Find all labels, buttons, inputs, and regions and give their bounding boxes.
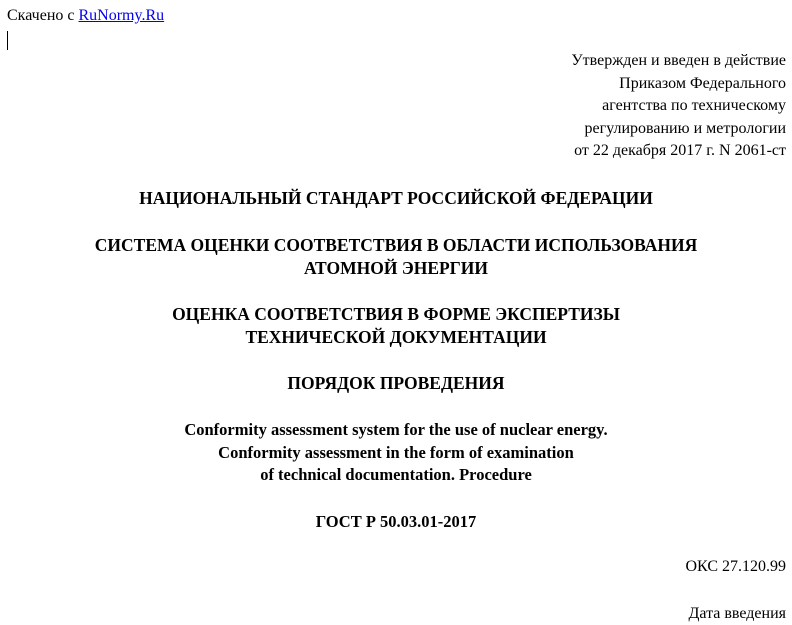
text-cursor (7, 31, 8, 50)
approval-line: Утвержден и введен в действие (571, 52, 786, 69)
english-title (0, 419, 792, 487)
gost-number (0, 511, 792, 534)
source-link[interactable]: RuNormy.Ru (78, 7, 165, 24)
assessment-heading-line: ТЕХНИЧЕСКОЙ ДОКУМЕНТАЦИИ (245, 326, 547, 347)
system-heading-line: СИСТЕМА ОЦЕНКИ СООТВЕТСТВИЯ В ОБЛАСТИ ИСПОЛЬЗОВАНИЯ (94, 235, 698, 255)
assessment-heading (0, 303, 792, 348)
english-title-line: Conformity assessment system for the use of nuclear energy. (184, 420, 608, 439)
order-heading (0, 372, 792, 395)
approval-block (386, 50, 786, 163)
system-heading (0, 234, 792, 279)
order-heading-text: ПОРЯДОК ПРОВЕДЕНИЯ (287, 373, 505, 393)
english-title-line: of technical documentation. Procedure (260, 465, 532, 484)
system-heading-line: АТОМНОЙ ЭНЕРГИИ (303, 257, 489, 278)
gost-number-text: ГОСТ Р 50.03.01-2017 (315, 512, 477, 531)
source-prefix: Скачено с (7, 7, 75, 24)
assessment-heading-line: ОЦЕНКА СООТВЕТСТВИЯ В ФОРМЕ ЭКСПЕРТИЗЫ (172, 304, 620, 324)
standard-title (0, 187, 792, 210)
oks-code: ОКС 27.120.99 (685, 558, 786, 575)
source-line (7, 6, 164, 26)
intro-date-label: Дата введения (688, 605, 786, 622)
approval-line: от 22 декабря 2017 г. N 2061-ст (574, 142, 786, 159)
standard-title-text: НАЦИОНАЛЬНЫЙ СТАНДАРТ РОССИЙСКОЙ ФЕДЕРАЦИИ (139, 188, 653, 208)
approval-line: регулированию и метрологии (584, 119, 786, 137)
approval-line: агентства по техническому (602, 97, 786, 114)
approval-line: Приказом Федерального (619, 74, 786, 92)
english-title-line: Conformity assessment in the form of examination (218, 442, 574, 462)
